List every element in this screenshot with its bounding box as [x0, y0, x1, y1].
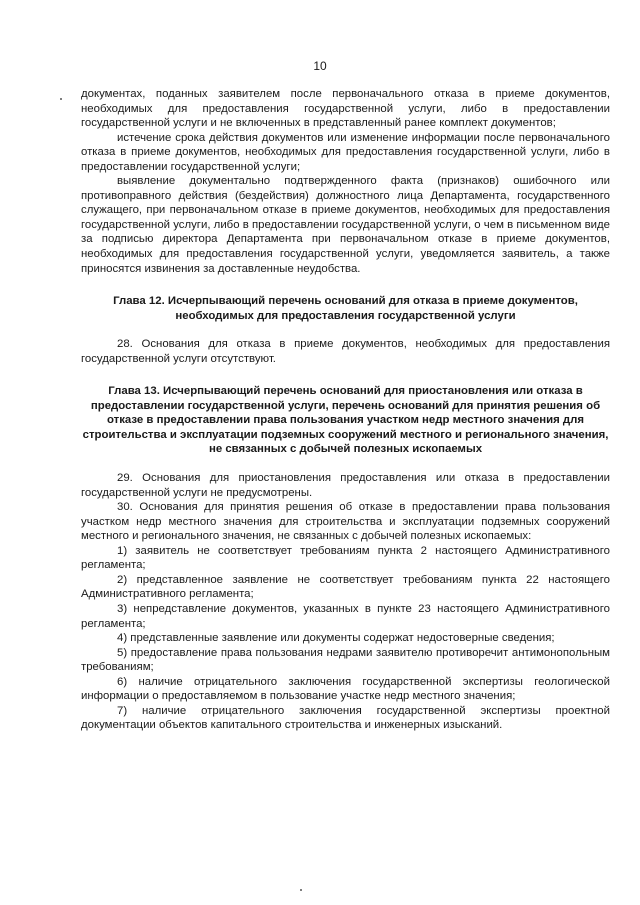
list-item: 4) представленные заявление или документы содержат недостоверные сведения; [117, 632, 555, 645]
list-item: 6) наличие отрицательного заключения государственной экспертизы геологической информации о предоставляемом в пользование участке недр местного значения; [81, 675, 610, 703]
paragraph: выявление документально подтвержденного факта (признаков) ошибочного или противоправного действия (бездействия) должностного лица Департамента, государственного служащего, при первоначальном отказе в приеме документов, необходимых для предоставления государственной услуги, либо в предоставлении государственной услуги, о чем в письменном виде за подписью директора Департамента при первоначальном отказе в приеме документов, необходимых для предоставления государственной услуги, уведомляется заявитель, а также приносятся извинения за доставленные неудобства. [81, 175, 610, 275]
page-number: 10 [313, 59, 327, 73]
document-body [81, 87, 610, 733]
scan-speck [300, 889, 302, 891]
list-item: 7) наличие отрицательного заключения государственной экспертизы проектной документации объектов капитального строительства и инженерных изысканий. [81, 704, 610, 732]
list-item: 3) непредставление документов, указанных в пункте 23 настоящего Административного регламента; [81, 602, 610, 630]
list-item: 2) представленное заявление не соответствует требованиям пункта 22 настоящего Административного регламента; [81, 573, 610, 601]
paragraph: истечение срока действия документов или изменение информации после первоначального отказа в приеме документов, необходимых для предоставления государственной услуги, либо в предоставлении государственной услуги; [81, 131, 610, 173]
list-item: 5) предоставление права пользования недрами заявителю противоречит антимонопольным требованиям; [81, 646, 610, 674]
list-item: 1) заявитель не соответствует требованиям пункта 2 настоящего Административного регламента; [81, 544, 610, 572]
paragraph-continuation: документах, поданных заявителем после первоначального отказа в приеме документов, необходимых для предоставления государственной услуги, либо в предоставлении государственной услуги и не включенных в представленный ранее комплект документов; [81, 88, 610, 130]
chapter-12-heading: Глава 12. Исчерпывающий перечень оснований для отказа в приеме документов, необходимых для предоставления государственной услуги [113, 295, 578, 322]
paragraph-30: 30. Основания для принятия решения об отказе в предоставлении права пользования участком недр местного значения для строительства и эксплуатации подземных сооружений местного и регионального значения, не связанных с добычей полезных ископаемых: [81, 501, 610, 543]
scan-speck [60, 98, 62, 100]
chapter-13-heading: Глава 13. Исчерпывающий перечень оснований для приостановления или отказа в предоставлении государственной услуги, перечень оснований для принятия решения об отказе в предоставлении права пользования участком недр местного значения для строительства и эксплуатации подземных сооружений местного и регионального значения, не связанных с добычей полезных ископаемых [82, 385, 609, 456]
paragraph-28: 28. Основания для отказа в приеме документов, необходимых для предоставления государственной услуги отсутствуют. [81, 338, 610, 365]
paragraph-29: 29. Основания для приостановления предоставления или отказа в предоставлении государственной услуги не предусмотрены. [81, 472, 610, 499]
